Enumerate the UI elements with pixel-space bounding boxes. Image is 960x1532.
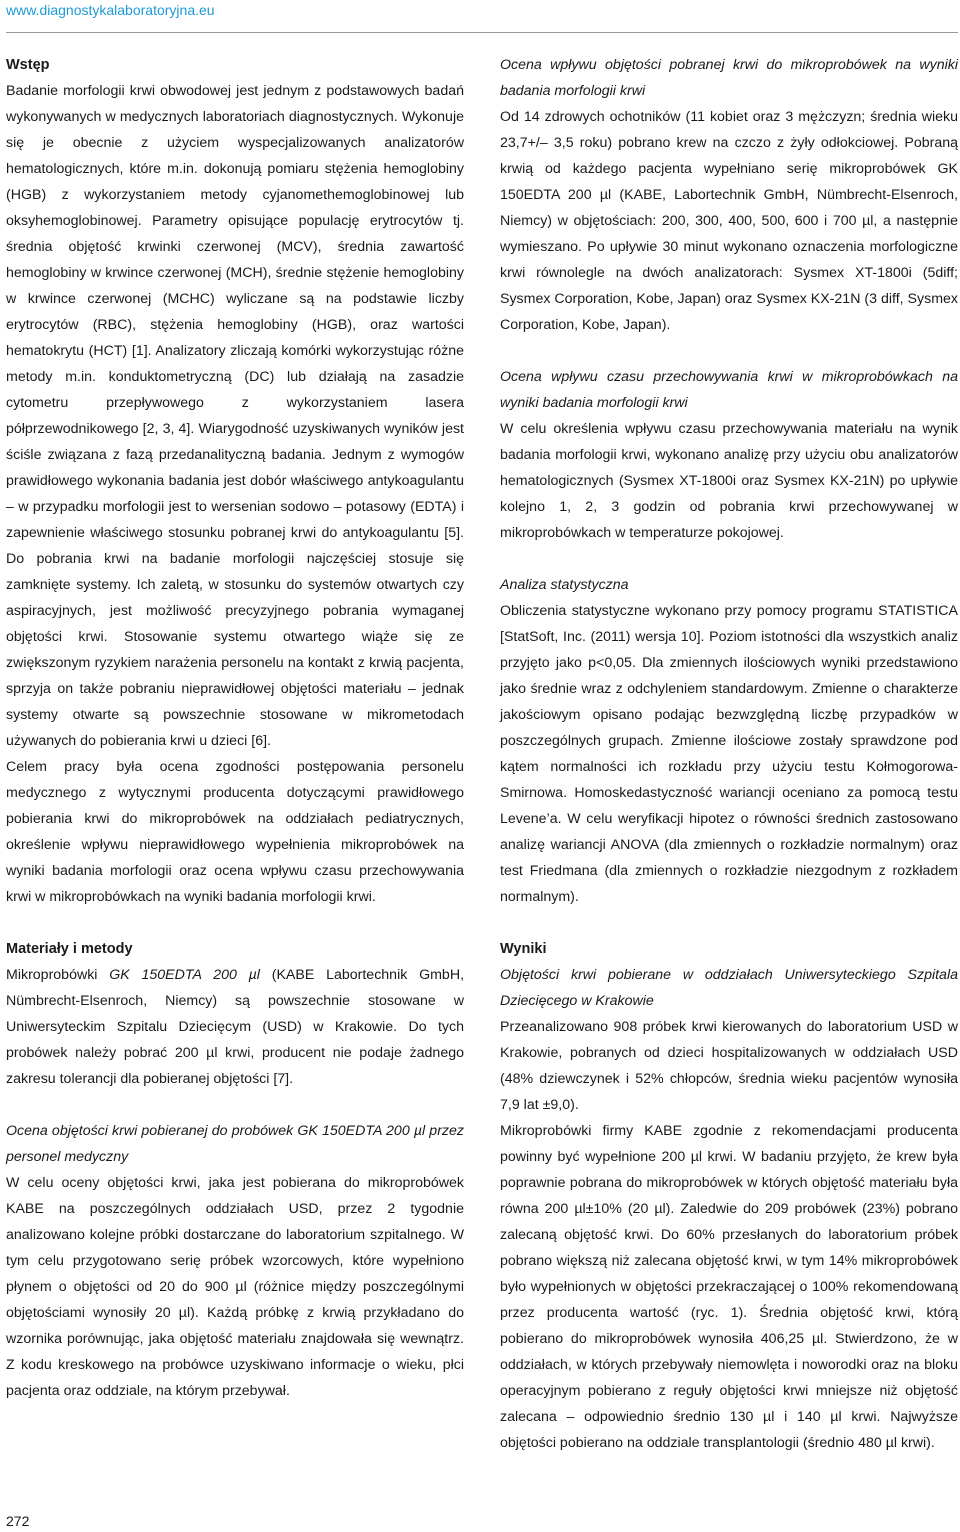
spacer	[500, 910, 958, 936]
spacer	[500, 338, 958, 364]
statistics-paragraph: Obliczenia statystyczne wykonano przy pomocy programu STATISTICA [StatSoft, Inc. (2011) wersja 10]. Poziom istotności dla wszystkich analiz przyjęto jako p<0,05. Dla zmiennych ilościowych wyniki przedstawiono jako średnie wraz z odchyleniem standardowym. Zmienne o charakterze jakościowym opisano podając bezwzględną liczbę przypadków w poszczególnych grupach. Zmienne ilościowe zostały sprawdzone pod kątem normalności ich rozkładu przy użyciu testu Kołmogorowa-Smirnowa. Homoskedastyczność wariancji oceniano za pomocą testu Levene’a. W celu weryfikacji hipotez o równości średnich zastosowano analizę wariancji ANOVA (dla zmiennych o rozkładzie normalnym) oraz test Friedmana (dla zmiennych o rozkładzie niezgodnym z rozkładem normalnym).	[500, 603, 958, 905]
page-number: 272	[6, 1513, 30, 1529]
methods-text-b: (KABE Labortechnik GmbH, Nümbrecht-Elsenroch, Niemcy) są powszechnie stosowane w Uniwersyteckim Szpitalu Dziecięcym (USD) w Krakowie. Do tych probówek należy pobrać 200 µl krwi, producent nie podaje żadnego zakresu tolerancji dla pobieranej objętości [7].	[6, 967, 465, 1087]
spacer	[500, 546, 958, 572]
spacer	[6, 1092, 464, 1118]
subsection-heading-storage-time: Ocena wpływu czasu przechowywania krwi w mikroprobówkach na wyniki badania morfologii krwi	[500, 369, 958, 411]
volume-effect-paragraph: Od 14 zdrowych ochotników (11 kobiet oraz 3 mężczyzn; średnia wieku 23,7+/– 3,5 roku) pobrano krew na czczo z żyły odłokciowej. Pobraną krwią od każdego pacjenta wypełniano serię mikroprobówek GK 150EDTA 200 µl (KABE, Labortechnik GmbH, Nümbrecht-Elsenroch, Niemcy) w objętościach: 200, 300, 400, 500, 600 i 700 µl, a następnie wymieszano. Po upływie 30 minut wykonano oznaczenia morfologiczne krwi równolegle na dwóch analizatorach: Sysmex XT-1800i (5diff; Sysmex Corporation, Kobe, Japan) oraz Sysmex KX-21N (3 diff, Sysmex Corporation, Kobe, Japan).	[500, 109, 958, 333]
spacer	[6, 910, 464, 936]
volume-assessment-paragraph: W celu oceny objętości krwi, jaka jest pobierana do mikroprobówek KABE na poszczególnych oddziałach USD, przez 2 tygodnie analizowano kolejne próbki dostarczane do laboratorium szpitalnego. W tym celu przygotowano serię próbek wzorcowych, które wypełniono płynem o objętości od 20 do 900 µl (różnice między poszczególnymi objętościami wynosiły 20 µl). Każdą próbkę z krwią przykładano do wzornika porównując, jaka objętość materiału znajdowała się wewnątrz. Z kodu kreskowego na probówce uzyskiwano informacje o wieku, płci pacjenta oraz oddziale, na którym przebywał.	[6, 1175, 464, 1399]
methods-heading: Materiały i metody	[6, 941, 133, 957]
results-paragraph-1: Przeanalizowano 908 próbek krwi kierowanych do laboratorium USD w Krakowie, pobranych od dzieci hospitalizowanych w oddziałach USD (48% dziewczynek i 52% chłopców, średnia wieku pacjentów wynosiła 7,9 lat ±9,0).	[500, 1019, 958, 1113]
subsection-heading-volume-effect: Ocena wpływu objętości pobranej krwi do mikroprobówek na wyniki badania morfologii krwi	[500, 57, 958, 99]
header-divider	[6, 32, 958, 33]
right-column	[500, 52, 958, 1456]
methods-product-name: GK 150EDTA 200 µl	[109, 967, 260, 983]
intro-paragraph-2: Celem pracy była ocena zgodności postępowania personelu medycznego z wytycznymi producenta dotyczącymi prawidłowego pobierania krwi do mikroprobówek na oddziałach pediatrycznych, określenie wpływu nieprawidłowego wypełnienia mikroprobówek na wyniki badania morfologii oraz ocena wpływu czasu przechowywania krwi w mikroprobówkach na wyniki badania morfologii krwi.	[6, 759, 464, 905]
results-heading: Wyniki	[500, 941, 547, 957]
subsection-heading-statistics: Analiza statystyczna	[500, 577, 629, 593]
storage-time-paragraph: W celu określenia wpływu czasu przechowywania materiału na wynik badania morfologii krwi, wykonano analizę przy użyciu obu analizatorów hematologicznych (Sysmex XT-1800i oraz Sysmex KX-21N) po upływie kolejno 1, 2, 3 godzin od pobrania krwi przechowywanej w mikroprobówkach w temperaturze pokojowej.	[500, 421, 958, 541]
intro-paragraph-1: Badanie morfologii krwi obwodowej jest jednym z podstawowych badań wykonywanych w medycznych laboratoriach diagnostycznych. Wykonuje się je obecnie z użyciem wyspecjalizowanych analizatorów hematologicznych, które m.in. dokonują pomiaru stężenia hemoglobiny (HGB) z wykorzystaniem metody cyjanomethemoglobinowej lub oksyhemoglobinowej. Parametry opisujące populację erytrocytów tj. średnia objętość krwinki czerwonej (MCV), średnia zawartość hemoglobiny w krwince czerwonej (MCH), średnie stężenie hemoglobiny w krwince czerwonej (MCHC) wyliczane są na podstawie liczby erytrocytów (RBC), stężenia hemoglobiny (HGB), oraz wartości hematokrytu (HCT) [1]. Analizatory zliczają komórki wykorzystując różne metody m.in. konduktometryczną (DC) lub działają na zasadzie cytometru przepływowego z wykorzystaniem lasera półprzewodnikowego [2, 3, 4]. Wiarygodność uzyskiwanych wyników jest ściśle związana z fazą przedanalityczną badania. Jednym z wymogów prawidłowego wykonania badania jest dobór właściwego antykoagulantu – w przypadku morfologii jest to wersenian sodowo – potasowy (EDTA) i zapewnienie właściwego stosunku pobranej krwi do antykoagulantu [5]. Do pobrania krwi na badanie morfologii najczęściej stosuje się zamknięte systemy. Ich zaletą, w stosunku do systemów otwartych czy aspiracyjnych, jest możliwość precyzyjnego pobrania wymaganej objętości krwi. Stosowanie systemu otwartego wiąże się ze zwiększonym ryzykiem narażenia personelu na kontakt z krwią pacjenta, sprzyja on także pobraniu nieprawidłowej objętości materiału – jednak systemy otwarte są powszechnie stosowane w mikrometodach używanych do pobierania krwi u dzieci [6].	[6, 83, 464, 749]
intro-heading: Wstęp	[6, 57, 50, 73]
left-column	[6, 52, 464, 1404]
journal-url[interactable]: www.diagnostykalaboratoryjna.eu	[6, 2, 215, 18]
subsection-heading-collected-volumes: Objętości krwi pobierane w oddziałach Uniwersyteckiego Szpitala Dziecięcego w Krakowie	[500, 967, 958, 1009]
subsection-heading-volume-assessment: Ocena objętości krwi pobieranej do probówek GK 150EDTA 200 µl przez personel medyczny	[6, 1123, 464, 1165]
methods-paragraph	[6, 962, 464, 1092]
results-paragraph-2: Mikroprobówki firmy KABE zgodnie z rekomendacjami producenta powinny być wypełnione 200 µl krwi. W badaniu przyjęto, że krew była poprawnie pobrana do mikroprobówek w których objętość materiału była równa 200 µl±10% (20 µl). Zaledwie do 209 probówek (23%) pobrano zalecaną objętość krwi. Do 60% przesłanych do laboratorium próbek pobrano większą niż zalecana objętość krwi, w tym 14% mikroprobówek było wypełnionych w objętości przekraczającej o 100% rekomendowaną przez producenta wartość (ryc. 1). Średnia objętość krwi, którą pobierano do mikroprobówek wynosiła 406,25 µl. Stwierdzono, że w oddziałach, w których przebywały niemowlęta i noworodki oraz na bloku operacyjnym pobierano z reguły objętości krwi mniejsze niż objętość zalecana – odpowiednio średnio 130 µl i 140 µl krwi. Najwyższe objętości pobierano na oddziale transplantologii (średnio 480 µl krwi).	[500, 1123, 958, 1451]
methods-text-a: Mikroprobówki	[6, 967, 110, 983]
